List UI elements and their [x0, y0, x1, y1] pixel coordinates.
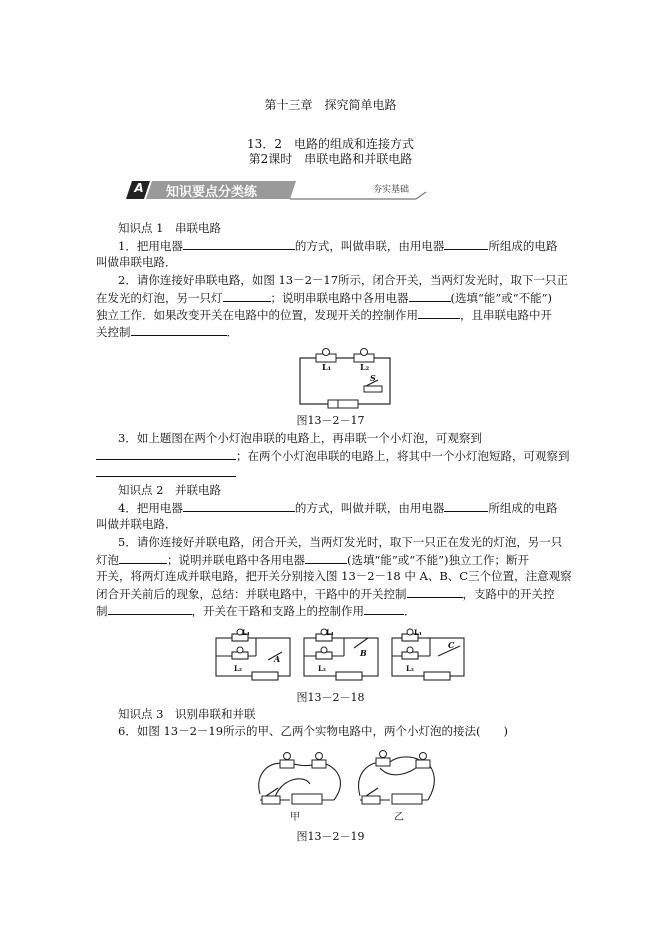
q5-text-j: ．	[404, 604, 416, 618]
q5-blank-4[interactable]	[108, 603, 192, 615]
q2-blank-3[interactable]	[418, 307, 460, 319]
figure-13-2-19	[250, 744, 440, 823]
fig18-b-L1: L₁	[326, 628, 334, 637]
lesson-title: 第2课时 串联电路和并联电路	[248, 152, 413, 166]
fig17-L2-label: L₂	[360, 362, 370, 372]
q2-line3	[96, 307, 552, 322]
q5-text-i: ，开关在干路和支路上的控制作用	[191, 604, 364, 618]
series-circuit-diagram	[298, 346, 394, 410]
kp2-heading: 知识点 2 并联电路	[118, 483, 221, 497]
fig18-a-L2: L₂	[234, 664, 242, 673]
q2-text-d: (选填“能”或“不能”)	[450, 291, 552, 305]
banner-tag: 夯实基础	[373, 185, 410, 195]
q5-text-d: (选填“能”或“不能”)独立工作；断开	[347, 553, 529, 567]
q2-text-b: 在发光的灯泡，另一只灯	[96, 291, 223, 305]
q5-blank-5[interactable]	[364, 603, 404, 615]
kp3-heading: 知识点 3 识别串联和并联	[118, 707, 256, 721]
q5-text-g: ，支路中的开关控	[462, 587, 555, 601]
fig18-caption: 图13－2－18	[296, 691, 365, 704]
figure-13-2-17	[298, 346, 394, 410]
q5-line3: 开关，将两灯连成并联电路，把开关分别接入图 13－2－18 中 A、B、C三个位置，注意观察	[96, 569, 572, 583]
q3-line3	[96, 465, 236, 480]
q2-text-e: 独立工作．如果改变开关在电路中的位置，发现开关的控制作用	[96, 308, 418, 322]
q3-blank-2[interactable]	[96, 465, 236, 477]
q4-blank-1[interactable]	[183, 500, 295, 512]
physical-circuits-diagram	[250, 744, 440, 820]
q3-line1: 3．如上题图在两个小灯泡串联的电路上，再串联一个小灯泡，可观察到	[118, 431, 482, 445]
fig18-c-L1: L₁	[414, 628, 422, 637]
fig17-S-label: S	[370, 373, 376, 383]
q5-text-h: 制	[96, 604, 108, 618]
q5-line5	[96, 603, 416, 618]
q1-text-c: 所组成的电路	[488, 239, 558, 253]
q2-text-g: 关控制	[96, 325, 131, 339]
fig17-L1-label: L₁	[322, 362, 332, 372]
q2-blank-2[interactable]	[409, 290, 451, 302]
chapter-title: 第十三章 探究简单电路	[264, 98, 397, 112]
fig18-label-C: C	[448, 640, 455, 650]
q2-line4	[96, 324, 238, 339]
q2-line2	[96, 290, 552, 305]
fig17-caption: 图13－2－17	[296, 414, 365, 427]
q2-text-h: ．	[226, 325, 238, 339]
q2-line1: 2．请你连接好串联电路，如图 13－2－17所示，闭合开关，当两灯发光时，取下一只正	[118, 273, 569, 287]
q2-blank-4[interactable]	[131, 324, 227, 336]
q5-text-f: 闭合开关前后的现象，总结：并联电路中，干路中的开关控制	[96, 587, 407, 601]
q5-blank-1[interactable]	[119, 552, 167, 564]
fig18-c-L2: L₂	[406, 664, 414, 673]
fig18-a-L1: L₁	[242, 628, 250, 637]
kp1-heading: 知识点 1 串联电路	[118, 221, 221, 235]
parallel-circuit-diagrams	[212, 626, 468, 684]
q2-text-f: ，且串联电路中开	[460, 308, 552, 322]
figure-13-2-18	[212, 626, 468, 684]
q6-line1: 6．如图 13－2－19所示的甲、乙两个实物电路中，两个小灯泡的接法( )	[118, 724, 509, 738]
fig19-caption: 图13－2－19	[296, 830, 365, 843]
banner-title: 知识要点分类练	[166, 185, 258, 200]
q4-blank-2[interactable]	[444, 500, 488, 512]
fig18-b-L2: L₂	[318, 664, 326, 673]
q3-blank-1[interactable]	[96, 448, 236, 460]
q3-text-b: ；在两个小灯泡串联的电路上，将其中一个小灯泡短路，可观察到	[236, 449, 570, 463]
q1-line1	[118, 238, 557, 253]
q1-blank-2[interactable]	[444, 238, 488, 250]
section-banner	[126, 178, 428, 202]
q1-text-a: 1．把用电器	[118, 239, 183, 253]
q3-line2	[96, 448, 570, 463]
banner-badge: A	[134, 181, 144, 195]
fig19-label-left: 甲	[290, 812, 300, 823]
q4-text-b: 的方式，叫做并联，由用电器	[294, 501, 445, 515]
q5-line4	[96, 586, 555, 601]
q4-line2: 叫做并联电路．	[96, 517, 177, 531]
fig18-label-A: A	[274, 654, 281, 664]
q5-blank-3[interactable]	[407, 586, 463, 598]
q5-line1: 5．请你连接好并联电路，闭合开关，当两灯发光时，取下一只正在发光的灯泡，另一只	[118, 535, 563, 549]
q1-blank-1[interactable]	[183, 238, 295, 250]
q4-text-c: 所组成的电路	[488, 501, 558, 515]
q5-line2	[96, 552, 529, 567]
q4-line1	[118, 500, 557, 515]
q5-text-b: 灯泡	[96, 553, 119, 567]
q5-text-c: ；说明并联电路中各用电器	[167, 553, 305, 567]
fig19-label-right: 乙	[394, 812, 404, 823]
section-title: 13．2 电路的组成和连接方式	[247, 137, 414, 151]
q1-line2: 叫做串联电路．	[96, 255, 177, 269]
q4-text-a: 4．把用电器	[118, 501, 183, 515]
q5-blank-2[interactable]	[305, 552, 347, 564]
q2-text-c: ；说明串联电路中各用电器	[270, 291, 409, 305]
q2-blank-1[interactable]	[223, 290, 271, 302]
fig18-label-B: B	[360, 648, 367, 658]
q1-text-b: 的方式，叫做串联，由用电器	[294, 239, 445, 253]
